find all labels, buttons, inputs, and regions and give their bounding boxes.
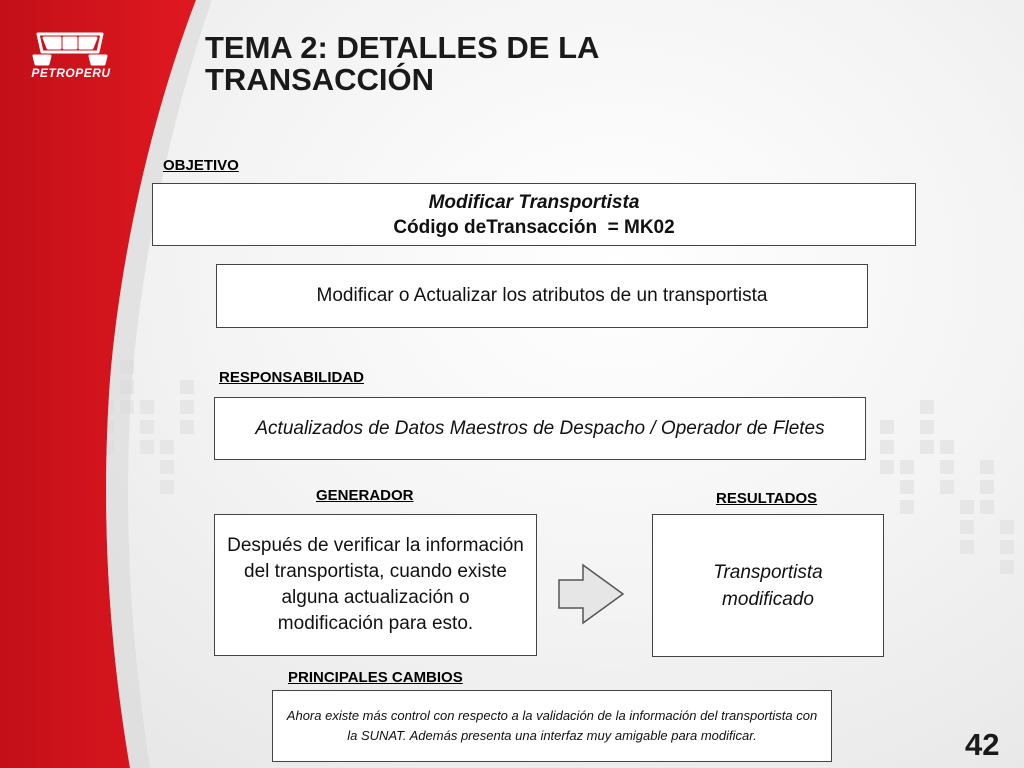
objetivo-label: OBJETIVO (163, 157, 239, 174)
responsabilidad-box (214, 397, 866, 460)
objetivo-title: Modificar Transportista (428, 191, 640, 213)
generador-text: Después de verificar la información del transportista, cuando existe alguna actualización o modificación para esto. (227, 535, 524, 634)
principales-cambios-text: Ahora existe más control con respecto a la validación de la información del transportista con la SUNAT. Además presenta una interfaz muy amigable para modificar. (286, 708, 818, 743)
responsabilidad-label: RESPONSABILIDAD (219, 369, 365, 386)
objetivo-description-box (216, 264, 868, 328)
logo-wordmark: PETROPERU (31, 66, 111, 80)
generador-box (214, 514, 537, 656)
resultados-box (652, 514, 884, 657)
objetivo-box (152, 183, 916, 246)
resultados-text: Transportista modificado (713, 561, 823, 610)
right-arrow-icon (557, 563, 627, 625)
page-number: 42 (965, 727, 1000, 762)
principales-cambios-box (272, 690, 832, 762)
transaction-code: Código deTransacción = MK02 (393, 216, 675, 238)
principales-cambios-label: PRINCIPALES CAMBIOS (288, 669, 463, 686)
objetivo-description: Modificar o Actualizar los atributos de un transportista (316, 285, 768, 306)
generador-label: GENERADOR (316, 487, 414, 504)
page-title: TEMA 2: DETALLES DE LA TRANSACCIÓN (205, 30, 599, 97)
resultados-label: RESULTADOS (716, 490, 818, 507)
responsabilidad-text: Actualizados de Datos Maestros de Despacho / Operador de Fletes (255, 417, 825, 439)
